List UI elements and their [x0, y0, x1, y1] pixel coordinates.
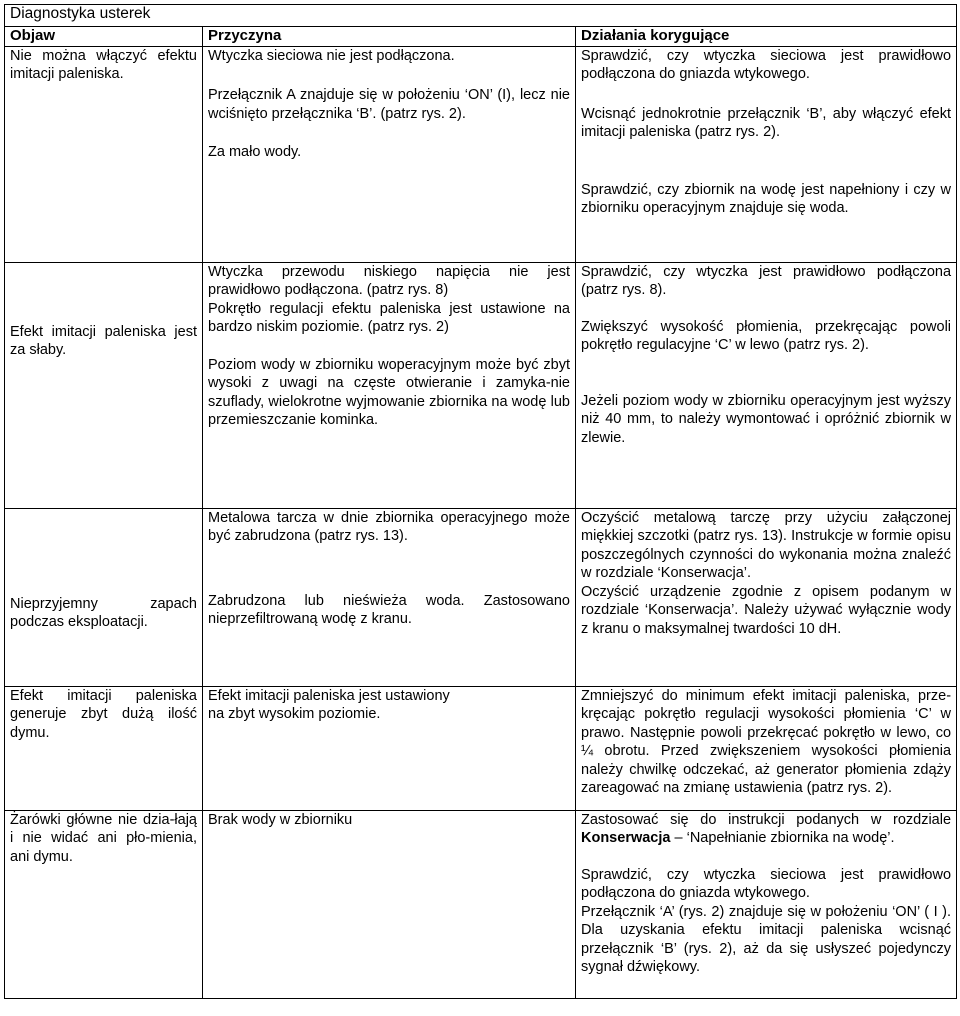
- header-action: Działania korygujące: [576, 27, 957, 47]
- action-text-post: – ‘Napełnianie zbiornika na wodę’.: [674, 830, 895, 846]
- troubleshooting-table: [4, 4, 957, 999]
- action-text: Wcisnąć jednokrotnie przełącznik ‘B’, aby włączyć efekt imitacji paleniska (patrz rys. 2).: [581, 105, 952, 140]
- cause-text: Metalowa tarcza w dnie zbiornika operacyjnego może być zabrudzona (patrz rys. 13).: [208, 509, 570, 544]
- cause-text: Za mało wody.: [208, 144, 302, 160]
- action-text: Zmniejszyć do minimum efekt imitacji paleniska, prze-kręcając pokrętło regulacji wysokości płomienia ‘C’ w prawo. Następnie powoli przekręcać pokrętło w lewo, co ¼ obrotu. Przed zwiększeniem wysokości płomienia należy chwilkę odczekać, aż generator płomienia zdąży zareagować na zmianę ustawienia (patrz rys. 2).: [581, 687, 952, 796]
- cause-cell: [203, 508, 576, 686]
- symptom-text: Efekt imitacji paleniska generuje zbyt dużą ilość dymu.: [10, 687, 197, 741]
- table-row: [5, 262, 957, 508]
- action-cell: [576, 262, 957, 508]
- cause-text: Pokrętło regulacji efektu paleniska jest ustawione na bardzo niskim poziomie. (patrz rys. 2): [208, 300, 570, 335]
- action-text: Oczyścić metalową tarczę przy użyciu załączonej miękkiej szczotki (patrz rys. 13). Instrukcje w formie opisu poszczególnych czynności do wykonania można znaleźć w rozdziale ‘Konserwacja’.: [581, 509, 952, 581]
- cause-text: Zabrudzona lub nieświeża woda. Zastosowano nieprzefiltrowaną wodę z kranu.: [208, 592, 570, 627]
- action-text: Jeżeli poziom wody w zbiorniku operacyjnym jest wyższy niż 40 mm, to należy wymontować i opróżnić zbiornik w zlewie.: [581, 392, 952, 446]
- symptom-text: Efekt imitacji paleniska jest za słaby.: [10, 323, 197, 358]
- symptom-text: Nie można włączyć efektu imitacji paleniska.: [10, 47, 197, 82]
- cause-text: Poziom wody w zbiorniku woperacyjnym może być zbyt wysoki z uwagi na częste otwieranie i zamyka-nie szuflady, wielokrotne wyjmowanie zbiornika na wodę lub przemieszczanie kominka.: [208, 356, 570, 428]
- action-text-bold: Konserwacja: [581, 830, 671, 846]
- symptom-text: Nieprzyjemny zapach podczas eksploatacji.: [10, 595, 197, 630]
- action-cell: [576, 810, 957, 998]
- action-text: Sprawdzić, czy zbiornik na wodę jest napełniony i czy w zbiorniku operacyjnym znajduje się woda.: [581, 181, 952, 216]
- table-row: [5, 46, 957, 262]
- symptom-cell: [5, 508, 203, 686]
- table-row: [5, 686, 957, 810]
- symptom-cell: [5, 46, 203, 262]
- table-title: Diagnostyka usterek: [5, 5, 957, 27]
- table-row: [5, 810, 957, 998]
- action-text-pre: Zastosować się do instrukcji podanych w rozdziale: [581, 811, 952, 828]
- symptom-text: Żarówki główne nie dzia-łają i nie widać ani pło-mienia, ani dymu.: [10, 811, 197, 865]
- action-text: Przełącznik ‘A’ (rys. 2) znajduje się w położeniu ‘ON’ ( I ). Dla uzyskania efektu imitacji paleniska wcisnąć przełącznik ‘B’ (rys. 2), aż da się usłyszeć pojedynczy sygnał dźwiękowy.: [581, 903, 952, 975]
- symptom-cell: [5, 810, 203, 998]
- symptom-cell: [5, 686, 203, 810]
- table-row: [5, 508, 957, 686]
- cause-text: Brak wody w zbiorniku: [208, 811, 353, 828]
- header-cause: Przyczyna: [203, 27, 576, 47]
- cause-cell: [203, 46, 576, 262]
- cause-cell: [203, 810, 576, 998]
- action-text: Zwiększyć wysokość płomienia, przekręcając powoli pokrętło regulacyjne ‘C’ w lewo (patrz rys. 2).: [581, 318, 952, 353]
- action-text: Sprawdzić, czy wtyczka sieciowa jest prawidłowo podłączona do gniazda wtykowego.: [581, 47, 952, 82]
- cause-text: Efekt imitacji paleniska jest ustawiony na zbyt wysokim poziomie.: [208, 687, 450, 722]
- cause-cell: [203, 262, 576, 508]
- action-text: Sprawdzić, czy wtyczka jest prawidłowo podłączona (patrz rys. 8).: [581, 263, 952, 298]
- action-text: Sprawdzić, czy wtyczka sieciowa jest prawidłowo podłączona do gniazda wtykowego.: [581, 866, 952, 901]
- cause-text: Wtyczka przewodu niskiego napięcia nie jest prawidłowo podłączona. (patrz rys. 8): [208, 263, 570, 298]
- action-text: [581, 811, 951, 848]
- action-cell: [576, 508, 957, 686]
- cause-text: Przełącznik A znajduje się w położeniu ‘ON’ (I), lecz nie wciśnięto przełącznika ‘B’. (patrz rys. 2).: [208, 87, 570, 122]
- action-cell: [576, 46, 957, 262]
- header-symptom: Objaw: [5, 27, 203, 47]
- cause-cell: [203, 686, 576, 810]
- symptom-cell: [5, 262, 203, 508]
- action-cell: [576, 686, 957, 810]
- cause-text: Wtyczka sieciowa nie jest podłączona.: [208, 47, 455, 64]
- action-text: Oczyścić urządzenie zgodnie z opisem podanym w rozdziale ‘Konserwacja’. Należy używać wyłącznie wody z kranu o maksymalnej twardości 10 dH.: [581, 583, 952, 637]
